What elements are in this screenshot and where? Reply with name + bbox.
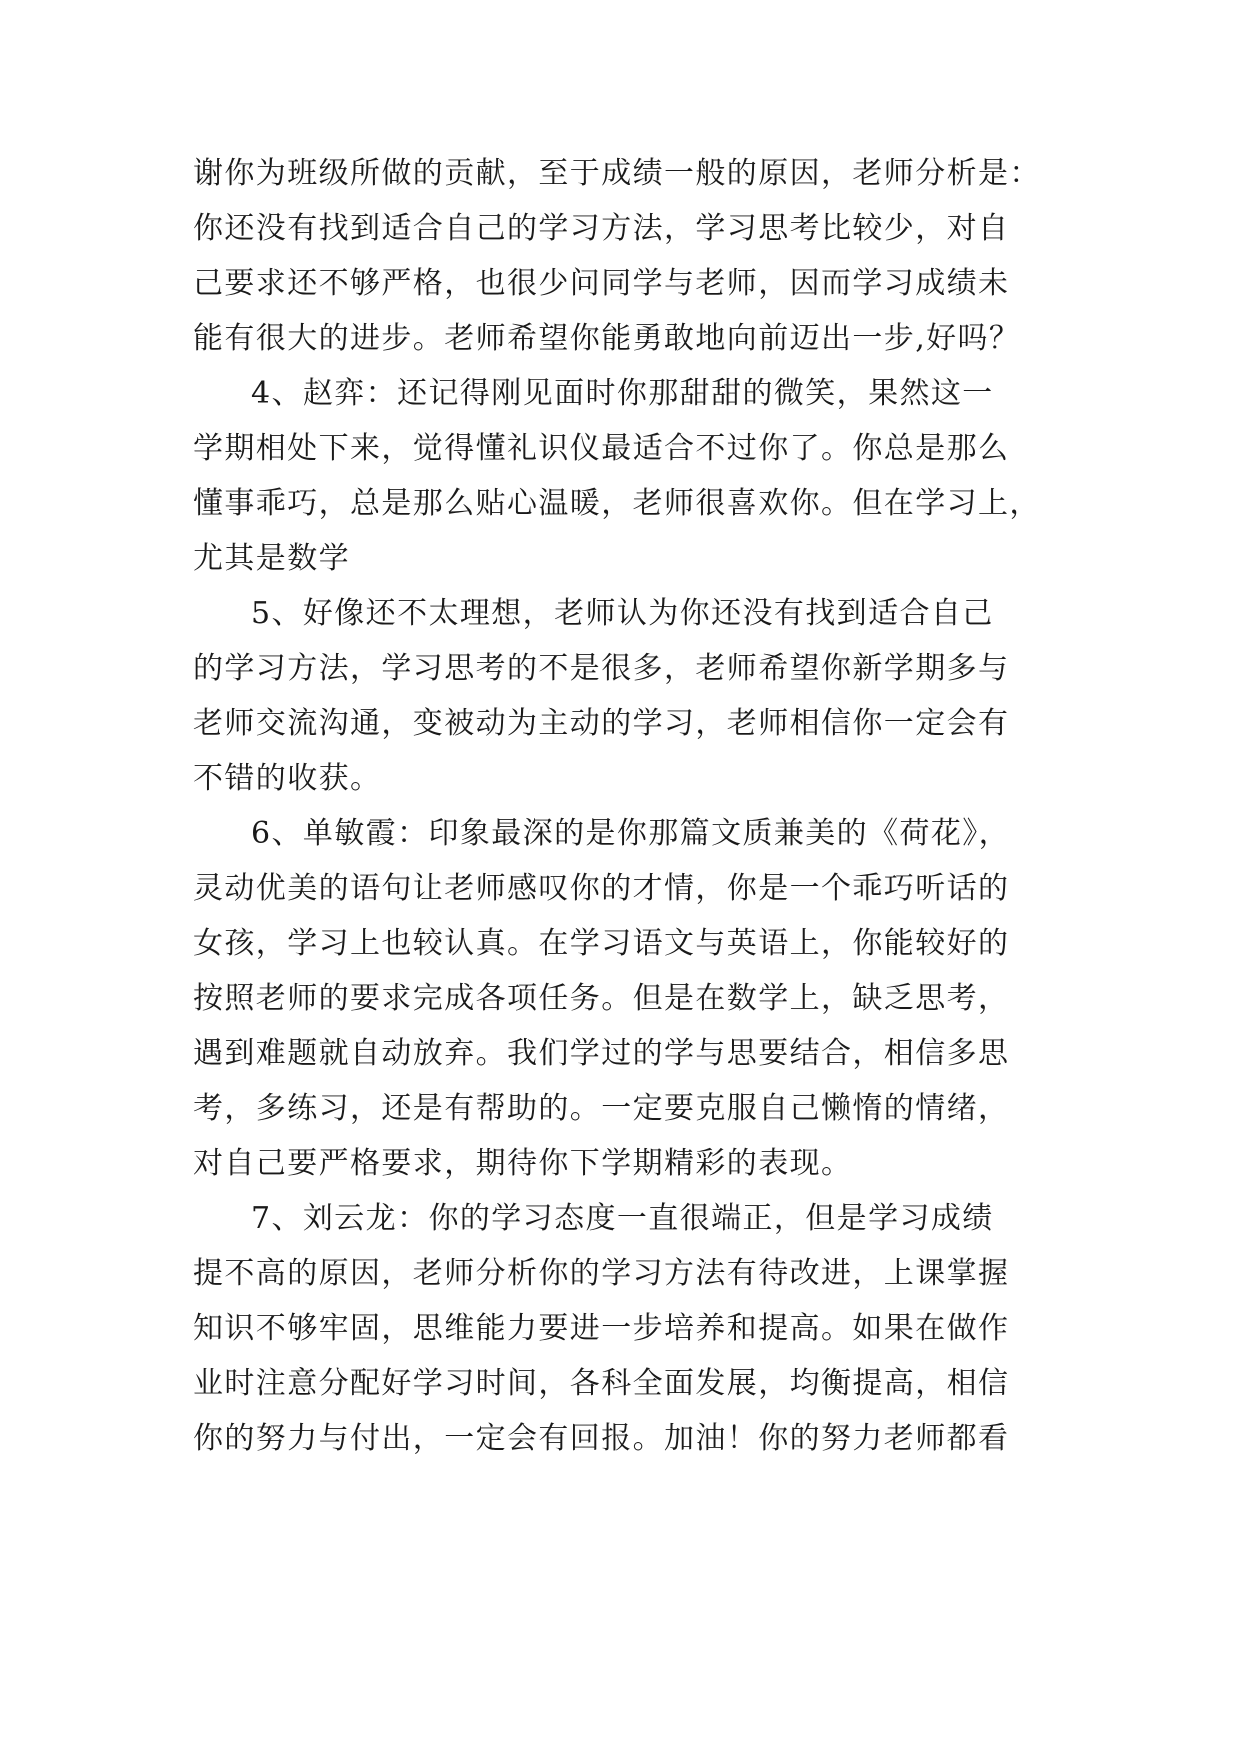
paragraph-item-4 (193, 366, 1053, 586)
text-line: 6、单敏霞：印象最深的是你那篇文质兼美的《荷花》， (251, 816, 1011, 851)
text-line: 能有很大的进步。老师希望你能勇敢地向前迈出一步,好吗？ (193, 321, 1021, 356)
paragraph-item-6 (193, 806, 1053, 1191)
paragraph-item-5 (193, 586, 1053, 806)
text-line: 懂事乖巧，总是那么贴心温暖，老师很喜欢你。但在学习上， (193, 486, 1041, 521)
text-line: 4、赵弈：还记得刚见面时你那甜甜的微笑，果然这一 (251, 376, 994, 411)
text-line: 不错的收获。 (193, 761, 382, 796)
text-line: 业时注意分配好学习时间，各科全面发展，均衡提高，相信 (193, 1366, 1010, 1401)
text-line: 你还没有找到适合自己的学习方法，学习思考比较少，对自 (193, 211, 1010, 246)
text-line: 你的努力与付出，一定会有回报。加油！你的努力老师都看 (193, 1421, 1010, 1456)
text-line: 老师交流沟通，变被动为主动的学习，老师相信你一定会有 (193, 706, 1010, 741)
text-line: 考，多练习，还是有帮助的。一定要克服自己懒惰的情绪， (193, 1091, 1010, 1126)
text-line: 己要求还不够严格，也很少问同学与老师，因而学习成绩未 (193, 266, 1010, 301)
text-line: 5、好像还不太理想，老师认为你还没有找到适合自己 (251, 596, 994, 631)
text-line: 的学习方法，学习思考的不是很多，老师希望你新学期多与 (193, 651, 1010, 686)
text-line: 尤其是数学 (193, 541, 350, 576)
text-line: 谢你为班级所做的贡献，至于成绩一般的原因，老师分析是： (193, 156, 1041, 191)
text-line: 7、刘云龙：你的学习态度一直很端正，但是学习成绩 (251, 1201, 994, 1236)
text-line: 灵动优美的语句让老师感叹你的才情，你是一个乖巧听话的 (193, 871, 1010, 906)
text-line: 对自己要严格要求，期待你下学期精彩的表现。 (193, 1146, 853, 1181)
text-line: 女孩，学习上也较认真。在学习语文与英语上，你能较好的 (193, 926, 1010, 961)
text-line: 遇到难题就自动放弃。我们学过的学与思要结合，相信多思 (193, 1036, 1010, 1071)
text-line: 提不高的原因，老师分析你的学习方法有待改进，上课掌握 (193, 1256, 1010, 1291)
paragraph-item-7 (193, 1191, 1053, 1466)
paragraph-continuation (193, 146, 1053, 366)
text-line: 知识不够牢固，思维能力要进一步培养和提高。如果在做作 (193, 1311, 1010, 1346)
text-line: 按照老师的要求完成各项任务。但是在数学上，缺乏思考， (193, 981, 1010, 1016)
document-body (193, 146, 1053, 1466)
text-line: 学期相处下来，觉得懂礼识仪最适合不过你了。你总是那么 (193, 431, 1010, 466)
